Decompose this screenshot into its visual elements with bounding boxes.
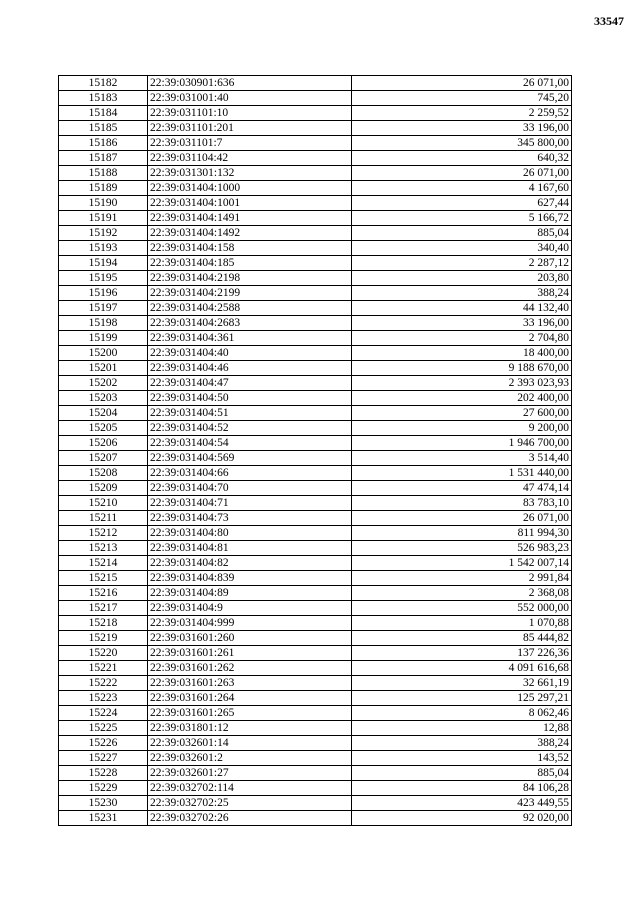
value-cell: 12,88 [352, 721, 572, 736]
cadastral-number-cell: 22:39:031601:262 [148, 661, 352, 676]
cadastral-number-cell: 22:39:031404:71 [148, 496, 352, 511]
table-row [59, 406, 572, 421]
value-cell: 143,52 [352, 751, 572, 766]
cadastral-number-cell: 22:39:031101:7 [148, 136, 352, 151]
value-cell: 2 259,52 [352, 106, 572, 121]
value-cell: 3 514,40 [352, 451, 572, 466]
row-number-cell: 15196 [59, 286, 148, 301]
row-number-cell: 15192 [59, 226, 148, 241]
cadastral-number-cell: 22:39:031404:1001 [148, 196, 352, 211]
table-row [59, 601, 572, 616]
cadastral-number-cell: 22:39:031404:1492 [148, 226, 352, 241]
cadastral-number-cell: 22:39:031404:73 [148, 511, 352, 526]
table-row [59, 751, 572, 766]
row-number-cell: 15195 [59, 271, 148, 286]
row-number-cell: 15201 [59, 361, 148, 376]
cadastral-number-cell: 22:39:031601:265 [148, 706, 352, 721]
value-cell: 388,24 [352, 286, 572, 301]
row-number-cell: 15183 [59, 91, 148, 106]
value-cell: 47 474,14 [352, 481, 572, 496]
value-cell: 8 062,46 [352, 706, 572, 721]
row-number-cell: 15207 [59, 451, 148, 466]
row-number-cell: 15225 [59, 721, 148, 736]
cadastral-number-cell: 22:39:032601:27 [148, 766, 352, 781]
table-row [59, 226, 572, 241]
table-row [59, 376, 572, 391]
value-cell: 2 991,84 [352, 571, 572, 586]
table-row [59, 811, 572, 826]
cadastral-number-cell: 22:39:031601:263 [148, 676, 352, 691]
value-cell: 1 070,88 [352, 616, 572, 631]
table-row [59, 106, 572, 121]
value-cell: 340,40 [352, 241, 572, 256]
table-row [59, 301, 572, 316]
cadastral-value-table [58, 75, 572, 826]
row-number-cell: 15214 [59, 556, 148, 571]
table-row [59, 331, 572, 346]
table-row [59, 136, 572, 151]
value-cell: 2 287,12 [352, 256, 572, 271]
row-number-cell: 15210 [59, 496, 148, 511]
table-row [59, 556, 572, 571]
value-cell: 137 226,36 [352, 646, 572, 661]
cadastral-number-cell: 22:39:031404:51 [148, 406, 352, 421]
row-number-cell: 15199 [59, 331, 148, 346]
table-row [59, 766, 572, 781]
row-number-cell: 15227 [59, 751, 148, 766]
value-cell: 33 196,00 [352, 121, 572, 136]
table-row [59, 121, 572, 136]
cadastral-number-cell: 22:39:031404:9 [148, 601, 352, 616]
table-row [59, 316, 572, 331]
row-number-cell: 15204 [59, 406, 148, 421]
row-number-cell: 15182 [59, 76, 148, 91]
cadastral-number-cell: 22:39:031404:46 [148, 361, 352, 376]
cadastral-number-cell: 22:39:031404:2588 [148, 301, 352, 316]
cadastral-number-cell: 22:39:031001:40 [148, 91, 352, 106]
row-number-cell: 15200 [59, 346, 148, 361]
value-cell: 2 393 023,93 [352, 376, 572, 391]
cadastral-number-cell: 22:39:031404:361 [148, 331, 352, 346]
table-row [59, 661, 572, 676]
table-row [59, 196, 572, 211]
table-row [59, 481, 572, 496]
value-cell: 9 200,00 [352, 421, 572, 436]
row-number-cell: 15186 [59, 136, 148, 151]
cadastral-number-cell: 22:39:031404:40 [148, 346, 352, 361]
cadastral-number-cell: 22:39:031404:81 [148, 541, 352, 556]
row-number-cell: 15217 [59, 601, 148, 616]
row-number-cell: 15213 [59, 541, 148, 556]
table-row [59, 241, 572, 256]
cadastral-number-cell: 22:39:031601:264 [148, 691, 352, 706]
value-cell: 811 994,30 [352, 526, 572, 541]
table-body [59, 76, 572, 826]
value-cell: 2 368,08 [352, 586, 572, 601]
value-cell: 125 297,21 [352, 691, 572, 706]
cadastral-number-cell: 22:39:032702:25 [148, 796, 352, 811]
table-row [59, 616, 572, 631]
row-number-cell: 15187 [59, 151, 148, 166]
cadastral-number-cell: 22:39:031101:10 [148, 106, 352, 121]
table-row [59, 526, 572, 541]
table-row [59, 691, 572, 706]
table-row [59, 541, 572, 556]
table-row [59, 346, 572, 361]
value-cell: 552 000,00 [352, 601, 572, 616]
table-row [59, 451, 572, 466]
table-row [59, 166, 572, 181]
row-number-cell: 15228 [59, 766, 148, 781]
cadastral-number-cell: 22:39:031404:66 [148, 466, 352, 481]
value-cell: 1 531 440,00 [352, 466, 572, 481]
row-number-cell: 15202 [59, 376, 148, 391]
table-row [59, 721, 572, 736]
cadastral-number-cell: 22:39:031301:132 [148, 166, 352, 181]
table-row [59, 571, 572, 586]
row-number-cell: 15224 [59, 706, 148, 721]
value-cell: 5 166,72 [352, 211, 572, 226]
cadastral-number-cell: 22:39:031101:201 [148, 121, 352, 136]
value-cell: 18 400,00 [352, 346, 572, 361]
value-cell: 526 983,23 [352, 541, 572, 556]
row-number-cell: 15184 [59, 106, 148, 121]
row-number-cell: 15188 [59, 166, 148, 181]
cadastral-number-cell: 22:39:031404:80 [148, 526, 352, 541]
row-number-cell: 15203 [59, 391, 148, 406]
cadastral-number-cell: 22:39:031404:82 [148, 556, 352, 571]
row-number-cell: 15208 [59, 466, 148, 481]
value-cell: 203,80 [352, 271, 572, 286]
table-row [59, 181, 572, 196]
value-cell: 33 196,00 [352, 316, 572, 331]
cadastral-number-cell: 22:39:031404:52 [148, 421, 352, 436]
cadastral-number-cell: 22:39:031404:2683 [148, 316, 352, 331]
row-number-cell: 15189 [59, 181, 148, 196]
table-row [59, 466, 572, 481]
row-number-cell: 15230 [59, 796, 148, 811]
cadastral-number-cell: 22:39:031104:42 [148, 151, 352, 166]
cadastral-number-cell: 22:39:031404:89 [148, 586, 352, 601]
value-cell: 84 106,28 [352, 781, 572, 796]
table-row [59, 586, 572, 601]
row-number-cell: 15229 [59, 781, 148, 796]
cadastral-number-cell: 22:39:031404:839 [148, 571, 352, 586]
row-number-cell: 15190 [59, 196, 148, 211]
value-cell: 345 800,00 [352, 136, 572, 151]
value-cell: 4 167,60 [352, 181, 572, 196]
table-row [59, 256, 572, 271]
cadastral-number-cell: 22:39:031404:1491 [148, 211, 352, 226]
table-row [59, 496, 572, 511]
value-cell: 1 946 700,00 [352, 436, 572, 451]
value-cell: 44 132,40 [352, 301, 572, 316]
value-cell: 388,24 [352, 736, 572, 751]
table-row [59, 76, 572, 91]
row-number-cell: 15219 [59, 631, 148, 646]
value-cell: 9 188 670,00 [352, 361, 572, 376]
row-number-cell: 15197 [59, 301, 148, 316]
cadastral-number-cell: 22:39:031404:569 [148, 451, 352, 466]
cadastral-number-cell: 22:39:032601:2 [148, 751, 352, 766]
cadastral-number-cell: 22:39:031404:54 [148, 436, 352, 451]
cadastral-number-cell: 22:39:031404:158 [148, 241, 352, 256]
cadastral-number-cell: 22:39:031404:47 [148, 376, 352, 391]
cadastral-number-cell: 22:39:031404:50 [148, 391, 352, 406]
row-number-cell: 15185 [59, 121, 148, 136]
table-row [59, 286, 572, 301]
page-number: 33547 [594, 14, 624, 28]
cadastral-number-cell: 22:39:031404:2199 [148, 286, 352, 301]
row-number-cell: 15218 [59, 616, 148, 631]
value-cell: 885,04 [352, 766, 572, 781]
table-row [59, 796, 572, 811]
table-row [59, 91, 572, 106]
row-number-cell: 15212 [59, 526, 148, 541]
row-number-cell: 15222 [59, 676, 148, 691]
table-row [59, 151, 572, 166]
row-number-cell: 15231 [59, 811, 148, 826]
table-row [59, 421, 572, 436]
table-row [59, 436, 572, 451]
row-number-cell: 15191 [59, 211, 148, 226]
table-row [59, 646, 572, 661]
cadastral-number-cell: 22:39:031601:261 [148, 646, 352, 661]
table-row [59, 706, 572, 721]
cadastral-number-cell: 22:39:031601:260 [148, 631, 352, 646]
table-row [59, 271, 572, 286]
value-cell: 92 020,00 [352, 811, 572, 826]
cadastral-number-cell: 22:39:031404:999 [148, 616, 352, 631]
value-cell: 1 542 007,14 [352, 556, 572, 571]
value-cell: 85 444,82 [352, 631, 572, 646]
row-number-cell: 15205 [59, 421, 148, 436]
row-number-cell: 15215 [59, 571, 148, 586]
value-cell: 27 600,00 [352, 406, 572, 421]
cadastral-number-cell: 22:39:032601:14 [148, 736, 352, 751]
cadastral-number-cell: 22:39:031404:70 [148, 481, 352, 496]
row-number-cell: 15226 [59, 736, 148, 751]
row-number-cell: 15193 [59, 241, 148, 256]
value-cell: 32 661,19 [352, 676, 572, 691]
value-cell: 4 091 616,68 [352, 661, 572, 676]
cadastral-number-cell: 22:39:031404:1000 [148, 181, 352, 196]
table-row [59, 391, 572, 406]
value-cell: 423 449,55 [352, 796, 572, 811]
cadastral-number-cell: 22:39:031404:185 [148, 256, 352, 271]
value-cell: 26 071,00 [352, 511, 572, 526]
value-cell: 640,32 [352, 151, 572, 166]
table-row [59, 736, 572, 751]
table-row [59, 676, 572, 691]
value-cell: 2 704,80 [352, 331, 572, 346]
value-cell: 627,44 [352, 196, 572, 211]
value-cell: 26 071,00 [352, 76, 572, 91]
cadastral-number-cell: 22:39:032702:26 [148, 811, 352, 826]
row-number-cell: 15211 [59, 511, 148, 526]
cadastral-number-cell: 22:39:030901:636 [148, 76, 352, 91]
cadastral-number-cell: 22:39:031801:12 [148, 721, 352, 736]
table-row [59, 211, 572, 226]
row-number-cell: 15198 [59, 316, 148, 331]
value-cell: 83 783,10 [352, 496, 572, 511]
row-number-cell: 15194 [59, 256, 148, 271]
row-number-cell: 15223 [59, 691, 148, 706]
value-cell: 745,20 [352, 91, 572, 106]
row-number-cell: 15209 [59, 481, 148, 496]
row-number-cell: 15221 [59, 661, 148, 676]
row-number-cell: 15206 [59, 436, 148, 451]
row-number-cell: 15220 [59, 646, 148, 661]
table-row [59, 781, 572, 796]
value-cell: 26 071,00 [352, 166, 572, 181]
table-row [59, 511, 572, 526]
table-row [59, 631, 572, 646]
table-row [59, 361, 572, 376]
value-cell: 202 400,00 [352, 391, 572, 406]
cadastral-number-cell: 22:39:031404:2198 [148, 271, 352, 286]
row-number-cell: 15216 [59, 586, 148, 601]
value-cell: 885,04 [352, 226, 572, 241]
cadastral-number-cell: 22:39:032702:114 [148, 781, 352, 796]
